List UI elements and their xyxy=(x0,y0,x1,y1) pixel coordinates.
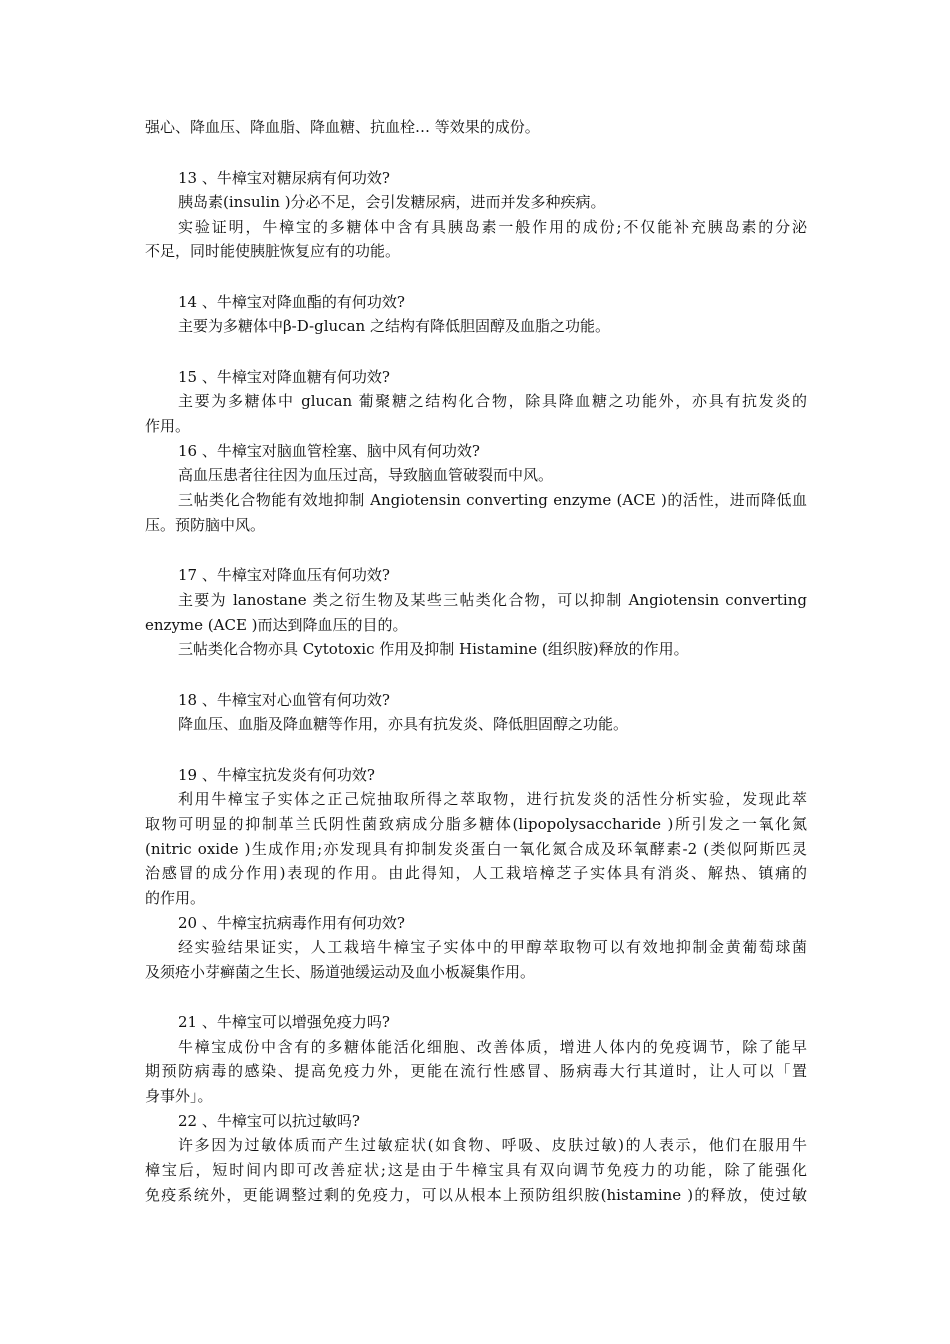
question-heading-16: 16 、牛樟宝对脑血管栓塞、脑中风有何功效? xyxy=(178,442,480,460)
text-line: 胰岛素(insulin )分必不足，会引发糖尿病，进而并发多种疾病。 xyxy=(178,193,606,211)
text-line: 期预防病毒的感染、提高免疫力外，更能在流行性感冒、肠病毒大行其道时，让人可以「置 xyxy=(145,1062,807,1080)
question-heading-21: 21 、牛樟宝可以增强免疫力吗? xyxy=(178,1013,390,1031)
text-line: 经实验结果证实，人工栽培牛樟宝子实体中的甲醇萃取物可以有效地抑制金黄葡萄球菌 xyxy=(178,938,807,956)
text-line: 主要为多糖体中 glucan 葡聚糖之结构化合物，除具降血糖之功能外，亦具有抗发炎的 xyxy=(178,392,807,410)
question-heading-18: 18 、牛樟宝对心血管有何功效? xyxy=(178,691,390,709)
question-heading-20: 20 、牛樟宝抗病毒作用有何功效? xyxy=(178,914,405,932)
text-line: 樟宝后，短时间内即可改善症状;这是由于牛樟宝具有双向调节免疫力的功能，除了能强化 xyxy=(145,1161,807,1179)
text-line: 压。预防脑中风。 xyxy=(145,516,266,534)
text-line: 身事外」。 xyxy=(145,1087,213,1105)
text-line: 不足，同时能使胰脏恢复应有的功能。 xyxy=(145,242,401,260)
question-heading-17: 17 、牛樟宝对降血压有何功效? xyxy=(178,566,390,584)
document-page xyxy=(145,0,807,1344)
text-line: 降血压、血脂及降血糖等作用，亦具有抗发炎、降低胆固醇之功能。 xyxy=(178,715,629,733)
text-line: 主要为多糖体中β-D-glucan 之结构有降低胆固醇及血脂之功能。 xyxy=(178,317,610,335)
question-heading-19: 19 、牛樟宝抗发炎有何功效? xyxy=(178,766,375,784)
text-line: 的作用。 xyxy=(145,889,206,907)
text-line: 作用。 xyxy=(145,417,191,435)
text-line: 牛樟宝成份中含有的多糖体能活化细胞、改善体质，增进人体内的免疫调节，除了能早 xyxy=(178,1038,807,1056)
text-line: 免疫系统外，更能调整过剩的免疫力，可以从根本上预防组织胺(histamine )的释放，使过敏 xyxy=(145,1186,807,1204)
question-heading-15: 15 、牛樟宝对降血糖有何功效? xyxy=(178,368,390,386)
text-line: 许多因为过敏体质而产生过敏症状(如食物、呼吸、皮肤过敏)的人表示，他们在服用牛 xyxy=(178,1136,807,1154)
text-line: 高血压患者往往因为血压过高，导致脑血管破裂而中风。 xyxy=(178,466,554,484)
text-line: 强心、降血压、降血脂、降血糖、抗血栓… 等效果的成份。 xyxy=(145,118,540,136)
text-line: 主要为 lanostane 类之衍生物及某些三帖类化合物，可以抑制 Angiotensin converting xyxy=(178,591,807,609)
text-line: 利用牛樟宝子实体之正己烷抽取所得之萃取物，进行抗发炎的活性分析实验，发现此萃 xyxy=(178,790,807,808)
text-line: 治感冒的成分作用)表现的作用。由此得知，人工栽培樟芝子实体具有消炎、解热、镇痛的 xyxy=(145,864,807,882)
text-line: 取物可明显的抑制革兰氏阴性菌致病成分脂多糖体(lipopolysaccharide )所引发之一氧化氮 xyxy=(145,815,807,833)
question-heading-14: 14 、牛樟宝对降血酯的有何功效? xyxy=(178,293,405,311)
text-line: 三帖类化合物亦具 Cytotoxic 作用及抑制 Histamine (组织胺)释放的作用。 xyxy=(178,640,689,658)
text-line: (nitric oxide )生成作用;亦发现具有抑制发炎蛋白一氧化氮合成及环氧酵素-2 (类似阿斯匹灵 xyxy=(145,840,807,858)
text-line: 及须疮小芽癣菌之生长、肠道弛缓运动及血小板凝集作用。 xyxy=(145,963,536,981)
text-line: 三帖类化合物能有效地抑制 Angiotensin converting enzyme (ACE )的活性，进而降低血 xyxy=(178,491,807,509)
question-heading-22: 22 、牛樟宝可以抗过敏吗? xyxy=(178,1112,360,1130)
question-heading-13: 13 、牛樟宝对糖尿病有何功效? xyxy=(178,169,390,187)
text-line: 实验证明，牛樟宝的多糖体中含有具胰岛素一般作用的成份;不仅能补充胰岛素的分泌 xyxy=(178,218,807,236)
text-line: enzyme (ACE )而达到降血压的目的。 xyxy=(145,616,408,634)
